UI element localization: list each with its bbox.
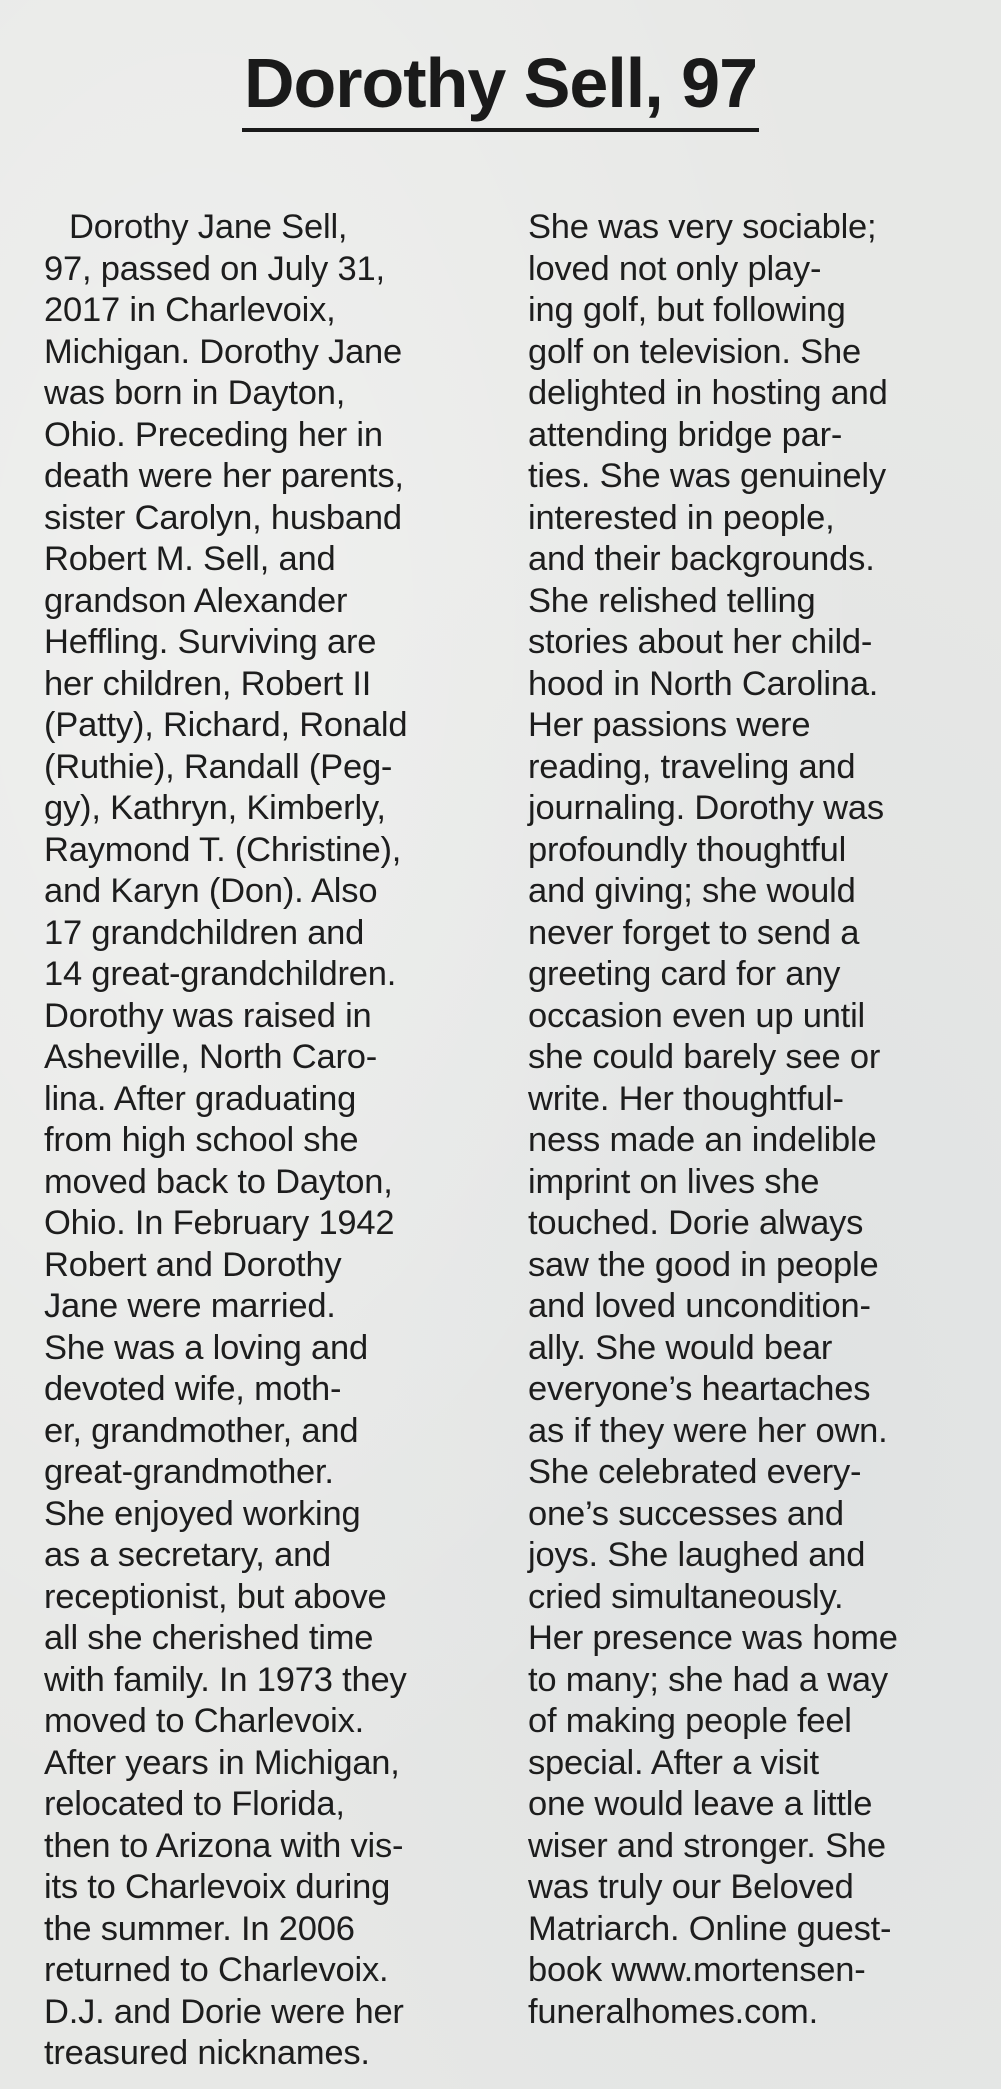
text-line: as if they were her own. xyxy=(528,1411,888,1450)
text-line: one would leave a little xyxy=(528,1785,873,1823)
text-line: returned to Charlevoix. xyxy=(44,1951,389,1989)
text-line: devoted wife, moth- xyxy=(44,1370,342,1408)
text-line: Michigan. Dorothy Jane xyxy=(44,332,403,371)
text-line: 97, passed on July 31, xyxy=(44,249,385,288)
text-line: treasured nicknames. xyxy=(44,2034,370,2072)
text-line: ally. She would bear xyxy=(528,1328,833,1367)
text-line: imprint on lives she xyxy=(528,1162,820,1201)
text-line: saw the good in people xyxy=(528,1245,879,1284)
text-line: was born in Dayton, xyxy=(44,374,346,412)
text-line: her children, Robert II xyxy=(44,664,372,703)
text-line: and giving; she would xyxy=(528,872,856,910)
text-line: everyone’s heartaches xyxy=(528,1370,871,1408)
text-line: golf on television. She xyxy=(528,332,861,371)
text-line: its to Charlevoix during xyxy=(44,1868,391,1906)
text-line: was truly our Beloved xyxy=(528,1868,854,1906)
text-line: as a secretary, and xyxy=(44,1536,332,1574)
text-line: She was a loving and xyxy=(44,1328,368,1367)
text-line: occasion even up until xyxy=(528,996,865,1035)
text-line: Heffling. Surviving are xyxy=(44,623,377,661)
text-line: of making people feel xyxy=(528,1702,852,1740)
text-line: sister Carolyn, husband xyxy=(44,498,402,537)
text-line: death were her parents, xyxy=(44,457,404,495)
text-line: funeralhomes.com. xyxy=(528,1992,818,2031)
text-line: stories about her child- xyxy=(528,623,873,661)
text-line: the summer. In 2006 xyxy=(44,1909,355,1948)
text-line: attending bridge par- xyxy=(528,415,843,454)
text-line: hood in North Carolina. xyxy=(528,664,879,703)
text-line: reading, traveling and xyxy=(528,747,856,786)
text-line: great-grandmother. xyxy=(44,1453,334,1491)
text-line: all she cherished time xyxy=(44,1619,374,1657)
text-line: 2017 in Charlevoix, xyxy=(44,291,336,329)
text-line: Matriarch. Online guest- xyxy=(528,1909,892,1948)
text-line: Jane were married. xyxy=(44,1287,336,1325)
text-line: journaling. Dorothy was xyxy=(528,789,884,827)
text-line: Asheville, North Caro- xyxy=(44,1038,378,1076)
text-line: joys. She laughed and xyxy=(528,1536,866,1574)
text-line: with family. In 1973 they xyxy=(44,1660,407,1699)
text-line: from high school she xyxy=(44,1121,359,1159)
text-line: never forget to send a xyxy=(528,913,860,952)
text-line: lina. After graduating xyxy=(44,1079,357,1118)
text-line: (Patty), Richard, Ronald xyxy=(44,706,408,744)
text-line: moved to Charlevoix. xyxy=(44,1702,365,1740)
text-line: profoundly thoughtful xyxy=(528,830,847,869)
text-line: greeting card for any xyxy=(528,955,841,993)
text-line: write. Her thoughtful- xyxy=(528,1079,844,1118)
text-line: delighted in hosting and xyxy=(528,374,888,412)
text-line: interested in people, xyxy=(528,498,835,537)
text-line: Ohio. In February 1942 xyxy=(44,1204,395,1242)
text-line: touched. Dorie always xyxy=(528,1204,864,1242)
text-line: then to Arizona with vis- xyxy=(44,1826,404,1865)
text-line: and their backgrounds. xyxy=(528,540,875,578)
text-line: one’s successes and xyxy=(528,1494,844,1533)
right-column xyxy=(528,207,978,2033)
text-line: 17 grandchildren and xyxy=(44,913,365,952)
text-line: loved not only play- xyxy=(528,249,822,288)
text-line: cried simultaneously. xyxy=(528,1577,844,1616)
text-line: Dorothy was raised in xyxy=(44,996,372,1035)
text-line: ness made an indelible xyxy=(528,1121,877,1159)
text-line: she could barely see or xyxy=(528,1038,881,1076)
text-line: She relished telling xyxy=(528,581,816,620)
text-line: relocated to Florida, xyxy=(44,1785,345,1823)
text-line: Ohio. Preceding her in xyxy=(44,415,383,454)
text-line: Robert M. Sell, and xyxy=(44,540,336,578)
text-line: Dorothy Jane Sell, xyxy=(69,208,348,246)
text-line: moved back to Dayton, xyxy=(44,1162,393,1201)
text-line: 14 great-grandchildren. xyxy=(44,955,397,993)
text-line: ing golf, but following xyxy=(528,291,846,329)
text-line: and Karyn (Don). Also xyxy=(44,872,378,910)
text-line: wiser and stronger. She xyxy=(528,1826,886,1865)
text-line: er, grandmother, and xyxy=(44,1411,359,1450)
text-line: She enjoyed working xyxy=(44,1494,361,1533)
text-line: grandson Alexander xyxy=(44,581,348,620)
text-line: She was very sociable; xyxy=(528,208,877,246)
text-line: D.J. and Dorie were her xyxy=(44,1992,404,2031)
text-line: ties. She was genuinely xyxy=(528,457,886,495)
text-line: and loved uncondition- xyxy=(528,1287,871,1325)
text-line: book www.mortensen- xyxy=(528,1951,866,1989)
left-column xyxy=(44,207,494,2075)
text-line: Her passions were xyxy=(528,706,811,744)
obituary-title: Dorothy Sell, 97 xyxy=(242,38,759,132)
text-line: Her presence was home xyxy=(528,1619,898,1657)
text-line: special. After a visit xyxy=(528,1743,819,1782)
text-line: Raymond T. (Christine), xyxy=(44,830,402,869)
text-line: gy), Kathryn, Kimberly, xyxy=(44,789,386,827)
title-container xyxy=(0,38,1001,132)
text-line: to many; she had a way xyxy=(528,1660,888,1699)
text-line: receptionist, but above xyxy=(44,1577,387,1616)
text-line: Robert and Dorothy xyxy=(44,1245,342,1284)
text-line: After years in Michigan, xyxy=(44,1743,400,1782)
text-line: She celebrated every- xyxy=(528,1453,862,1491)
text-line: (Ruthie), Randall (Peg- xyxy=(44,747,393,786)
